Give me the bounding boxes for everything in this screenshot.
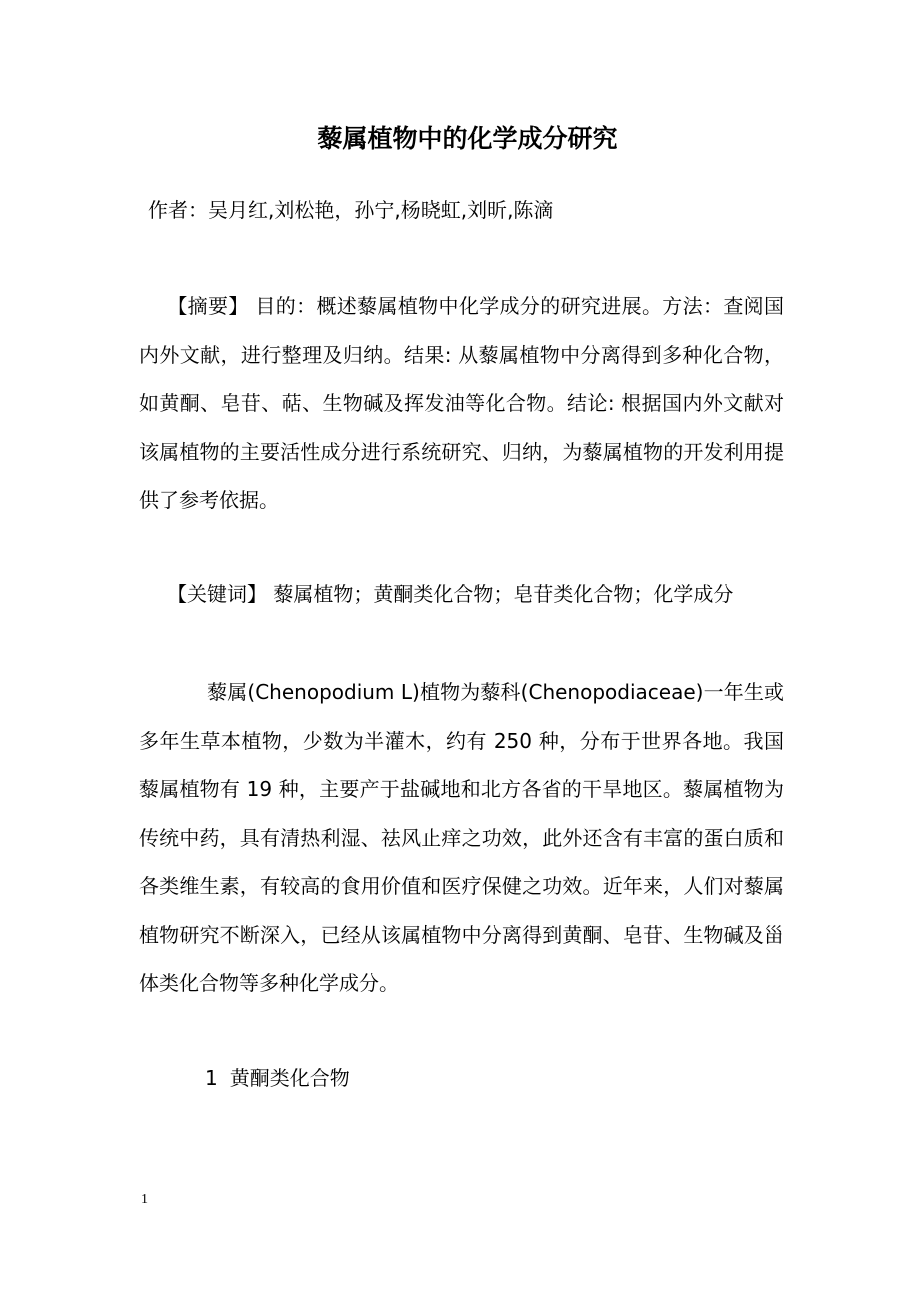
- abstract-paragraph: [139, 282, 784, 525]
- authors-label: 作者：: [148, 198, 208, 222]
- section-title: 黄酮类化合物: [229, 1066, 350, 1090]
- page-number: 1: [141, 1192, 148, 1207]
- keywords-paragraph: [139, 570, 784, 619]
- intro-paragraph: [139, 668, 784, 1008]
- authors-names: 吴月红,刘松艳，孙宁,杨晓虹,刘昕,陈滴: [208, 198, 554, 222]
- author-line: [148, 192, 848, 228]
- abstract-label: 【摘要】: [167, 294, 249, 318]
- document-title: 藜属植物中的化学成分研究: [317, 124, 618, 153]
- section-number: 1: [205, 1066, 218, 1090]
- section-heading: [205, 1056, 350, 1100]
- intro-text: 藜属(Chenopodium L)植物为藜科(Chenopodiaceae)一年生或多年生草本植物，少数为半灌木，约有 250 种，分布于世界各地。我国藜属植物有 19 种，主要产于盐碱地和北方各省的干旱地区。藜属植物为传统中药，具有清热利湿、祛风止痒之功效，此外还含有丰富的蛋白质和各类维生素，有较高的食用价值和医疗保健之功效。近年来，人们对藜属植物研究不断深入，已经从该属植物中分离得到黄酮、皂苷、生物碱及甾体类化合物等多种化学成分。: [139, 680, 784, 995]
- keywords-text: 藜属植物；黄酮类化合物；皂苷类化合物；化学成分: [273, 582, 734, 606]
- abstract-text: 目的：概述藜属植物中化学成分的研究进展。方法：查阅国内外文献，进行整理及归纳。结果: 从藜属植物中分离得到多种化合物，如黄酮、皂苷、萜、生物碱及挥发油等化合物。结论: 根据国内外文献对该属植物的主要活性成分进行系统研究、归纳，为藜属植物的开发利用提供了参考依据。: [139, 294, 785, 512]
- keywords-label: 【关键词】: [167, 582, 267, 606]
